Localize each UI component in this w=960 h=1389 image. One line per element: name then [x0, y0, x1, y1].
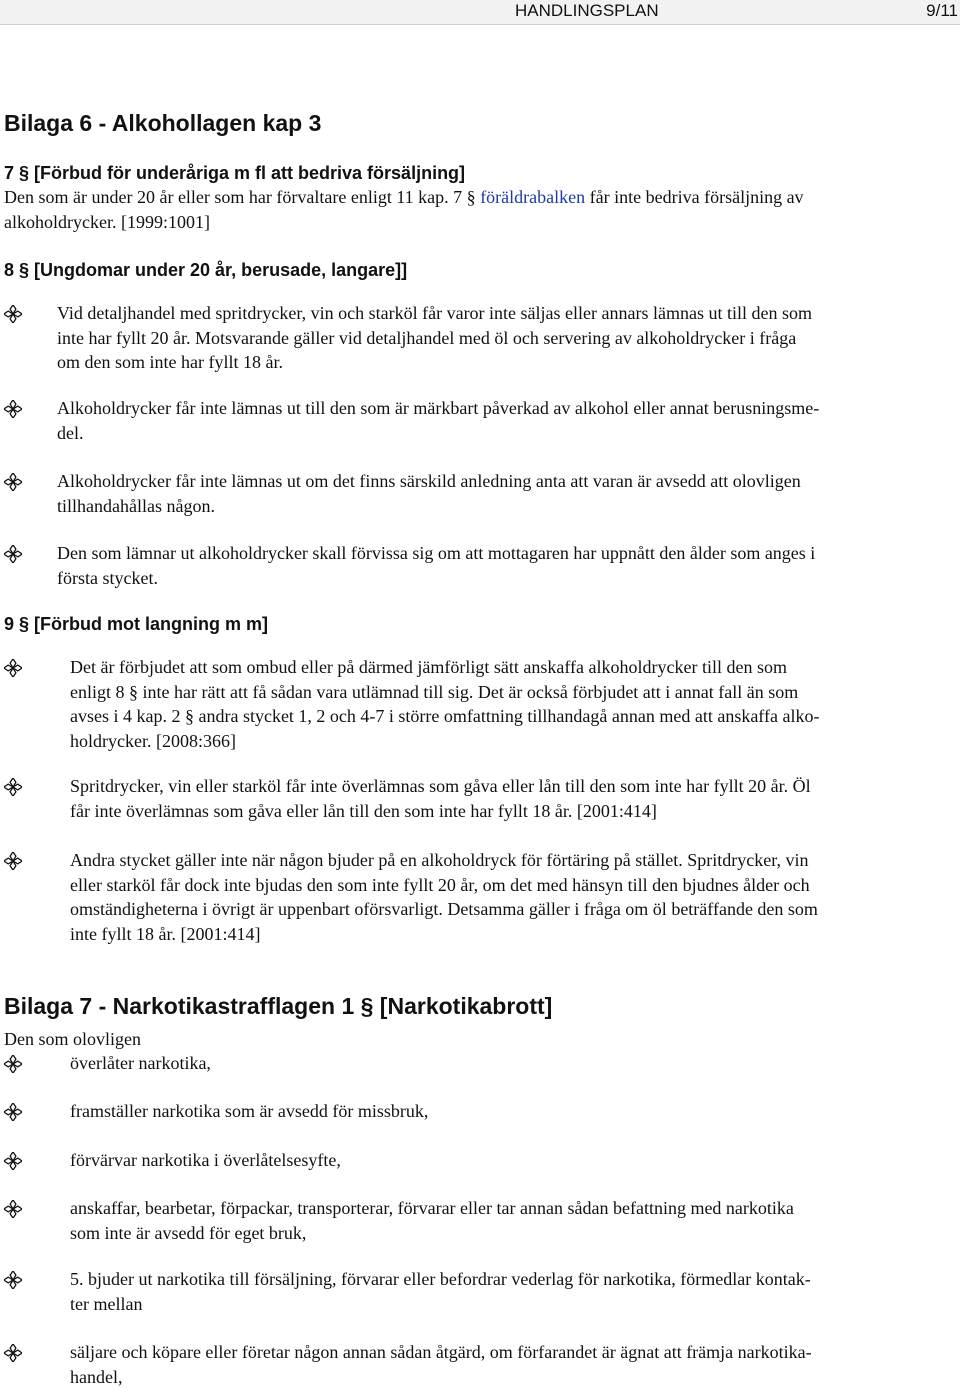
- bilaga-7-item-line: 5. bjuder ut narkotika till försäljning, förvarar eller befordrar vederlag för narkotika, förmedlar kontak-: [70, 1269, 811, 1289]
- paragraph-9-item-line: Det är förbjudet att som ombud eller på därmed jämförligt sätt anskaffa alkoholdrycker till den som: [70, 657, 787, 677]
- paragraph-8-item-line: Den som lämnar ut alkoholdrycker skall förvissa sig om att mottagaren har uppnått den ålder som anges i: [57, 543, 816, 563]
- paragraph-7-heading: 7 § [Förbud för underåriga m fl att bedriva försäljning]: [4, 163, 466, 183]
- bullet-icon: [4, 1152, 22, 1170]
- paragraph-8-item: [57, 396, 819, 445]
- bullet-icon: [4, 1103, 22, 1121]
- page-header: [0, 0, 960, 25]
- paragraph-8-item: [57, 469, 801, 518]
- paragraph-9-item-line: holdrycker. [2008:366]: [70, 730, 236, 751]
- bilaga-7-item: [70, 1267, 811, 1316]
- paragraph-7-text-b: får inte bedriva försäljning av: [589, 187, 804, 207]
- bilaga-7-item: [70, 1196, 794, 1245]
- paragraph-9-item-line: enligt 8 § inte har rätt att få sådan vara utlämnad till sig. Det är också förbjudet att i annat fall än som: [70, 681, 799, 702]
- paragraph-9-item-line: avses i 4 kap. 2 § andra stycket 1, 2 och 4-7 i större omfattning tillhandagå annan med att anskaffa alko-: [70, 706, 820, 726]
- paragraph-8-item-line: Vid detaljhandel med spritdrycker, vin och starköl får varor inte säljas eller annars lämnas ut till den som: [57, 303, 812, 323]
- paragraph-9-item-line: omständigheterna i övrigt är uppenbart oförsvarligt. Detsamma gäller i fråga om öl beträffande den som: [70, 899, 818, 919]
- bullet-icon: [4, 778, 22, 796]
- paragraph-9-item-line: Andra stycket gäller inte när någon bjuder på en alkoholdryck för förtäring på stället. Spritdrycker, vin: [70, 850, 809, 870]
- foraldrabalken-link[interactable]: föräldrabalken: [480, 187, 586, 207]
- document-title: HANDLINGSPLAN: [515, 1, 659, 20]
- paragraph-8-item-line: Alkoholdrycker får inte lämnas ut om det finns särskild anledning anta att varan är avsedd att olovligen: [57, 471, 801, 491]
- paragraph-7-text: [4, 185, 804, 234]
- bullet-icon: [4, 1055, 22, 1073]
- paragraph-8-item-line: om den som inte har fyllt 18 år.: [57, 352, 283, 372]
- paragraph-9-item-line: inte fyllt 18 år. [2001:414]: [70, 923, 261, 944]
- paragraph-9-item: [70, 848, 818, 946]
- paragraph-8-item-line: inte har fyllt 20 år. Motsvarande gäller vid detaljhandel med öl och servering av alkoholdrycker i fråga: [57, 327, 797, 348]
- bilaga-7-item-line: överlåter narkotika,: [70, 1053, 211, 1073]
- bullet-icon: [4, 1271, 22, 1289]
- paragraph-9-item: [70, 774, 811, 823]
- bullet-icon: [4, 473, 22, 491]
- paragraph-7-text-c: alkoholdrycker.: [4, 211, 117, 232]
- bilaga-7-item-line: som inte är avsedd för eget bruk,: [70, 1222, 307, 1243]
- paragraph-8-item-line: första stycket.: [57, 567, 158, 588]
- bullet-icon: [4, 305, 22, 323]
- paragraph-9-item-line: Spritdrycker, vin eller starköl får inte överlämnas som gåva eller lån till den som inte har fyllt 20 år. Öl: [70, 776, 811, 796]
- paragraph-8-item: [57, 301, 812, 375]
- bilaga-7-item-line: anskaffar, bearbetar, förpackar, transporterar, förvarar eller tar annan sådan befattning med narkotika: [70, 1198, 794, 1218]
- bilaga-6-heading: Bilaga 6 - Alkohollagen kap 3: [4, 110, 322, 136]
- bilaga-7-item-line: handel,: [70, 1366, 123, 1387]
- page-number: 9/11: [926, 1, 958, 20]
- bilaga-7-item: [70, 1099, 428, 1124]
- bullet-icon: [4, 1344, 22, 1362]
- paragraph-8-heading: 8 § [Ungdomar under 20 år, berusade, langare]]: [4, 260, 408, 280]
- bullet-icon: [4, 852, 22, 870]
- bullet-icon: [4, 1200, 22, 1218]
- paragraph-9-item-line: får inte överlämnas som gåva eller lån till den som inte har fyllt 18 år. [2001:414]: [70, 800, 657, 821]
- bilaga-7-intro: Den som olovligen: [4, 1029, 141, 1049]
- bilaga-7-heading: Bilaga 7 - Narkotikastrafflagen 1 § [Narkotikabrott]: [4, 993, 553, 1019]
- bilaga-7-item: [70, 1148, 341, 1173]
- paragraph-7-text-a: Den som är under 20 år eller som har förvaltare enligt 11 kap. 7 §: [4, 187, 476, 207]
- paragraph-9-heading: 9 § [Förbud mot langning m m]: [4, 614, 268, 634]
- bilaga-7-item: [70, 1340, 812, 1389]
- paragraph-7-reference: [1999:1001]: [120, 211, 210, 232]
- bilaga-7-item-line: säljare och köpare eller företar någon annan sådan åtgärd, om förfarandet är ägnat att främja narkotika-: [70, 1342, 812, 1362]
- paragraph-8-item-line: tillhandahållas någon.: [57, 495, 215, 516]
- paragraph-8-item: [57, 541, 815, 590]
- bullet-icon: [4, 545, 22, 563]
- paragraph-8-item-line: Alkoholdrycker får inte lämnas ut till den som är märkbart påverkad av alkohol eller annat berusningsme-: [57, 398, 820, 418]
- paragraph-9-item-line: eller starköl får dock inte bjudas den som inte fyllt 20 år, om det med hänsyn till den bjudnes ålder och: [70, 874, 810, 895]
- bullet-icon: [4, 400, 22, 418]
- bilaga-7-item: [70, 1051, 211, 1076]
- paragraph-8-item-line: del.: [57, 422, 84, 443]
- bilaga-7-item-line: framställer narkotika som är avsedd för missbruk,: [70, 1101, 429, 1121]
- bilaga-7-item-line: förvärvar narkotika i överlåtelsesyfte,: [70, 1150, 341, 1170]
- paragraph-9-item: [70, 655, 819, 753]
- bullet-icon: [4, 659, 22, 677]
- bilaga-7-item-line: ter mellan: [70, 1293, 143, 1314]
